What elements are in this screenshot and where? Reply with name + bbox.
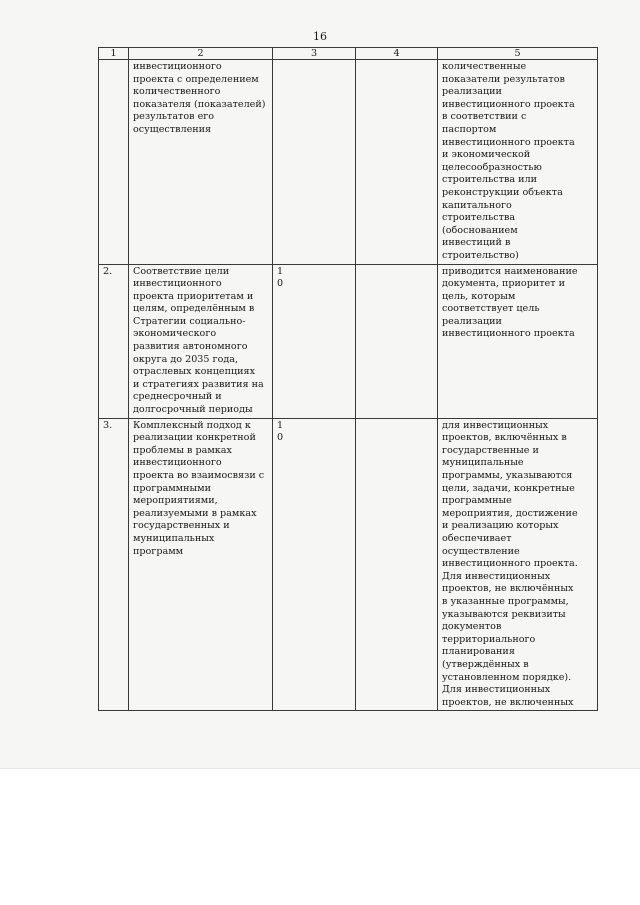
score-cell [273, 418, 356, 711]
note-cell: для инвестиционных проектов, включённых в государственные и муниципальные программы, указываются цели, задачи, конкретные программные мероприятия, достижение и реализацию которых обеспечивает осуществление инвестиционного проекта. Для инвестиционных проектов, не включённых в указанные программы, указываются реквизиты документов территориального планирования (утверждённых в установленном порядке). Для инвестиционных проектов, не включенных [438, 418, 598, 711]
weight-cell [356, 264, 438, 418]
table-header-row [99, 48, 598, 60]
table-row [99, 418, 598, 711]
criterion-cell: инвестиционного проекта с определением количественного показателя (показателей) результатов его осуществления [129, 60, 273, 265]
criteria-table [98, 47, 598, 711]
note-cell: приводится наименование документа, приоритет и цель, которым соответствует цель реализации инвестиционного проекта [438, 264, 598, 418]
row-number: 3. [99, 418, 129, 711]
table-row [99, 60, 598, 265]
row-number: 2. [99, 264, 129, 418]
weight-cell [356, 60, 438, 265]
score-cell [273, 60, 356, 265]
weight-cell [356, 418, 438, 711]
column-header: 5 [438, 48, 598, 60]
score-value: 0 [277, 432, 284, 444]
page-number: 16 [313, 30, 327, 43]
note-cell: количественные показатели результатов реализации инвестиционного проекта в соответствии с паспортом инвестиционного проекта и экономической целесообразностью строительства или реконструкции объекта капитального строительства (обоснованием инвестиций в строительство) [438, 60, 598, 265]
criterion-cell: Комплексный подход к реализации конкретной проблемы в рамках инвестиционного проекта во взаимосвязи с программными мероприятиями, реализуемыми в рамках государственных и муниципальных программ [129, 418, 273, 711]
score-cell [273, 264, 356, 418]
score-value: 0 [277, 278, 284, 290]
score-value: 1 [277, 419, 284, 431]
column-header: 2 [129, 48, 273, 60]
column-header: 1 [99, 48, 129, 60]
column-header: 4 [356, 48, 438, 60]
row-number [99, 60, 129, 265]
column-header: 3 [273, 48, 356, 60]
score-value: 1 [277, 265, 284, 277]
table-row [99, 264, 598, 418]
criterion-cell: Соответствие цели инвестиционного проекта приоритетам и целям, определённым в Стратегии социально- экономического развития автономного округа до 2035 года, отраслевых концепциях и стратегиях развития на среднесрочный и долгосрочный периоды [129, 264, 273, 418]
